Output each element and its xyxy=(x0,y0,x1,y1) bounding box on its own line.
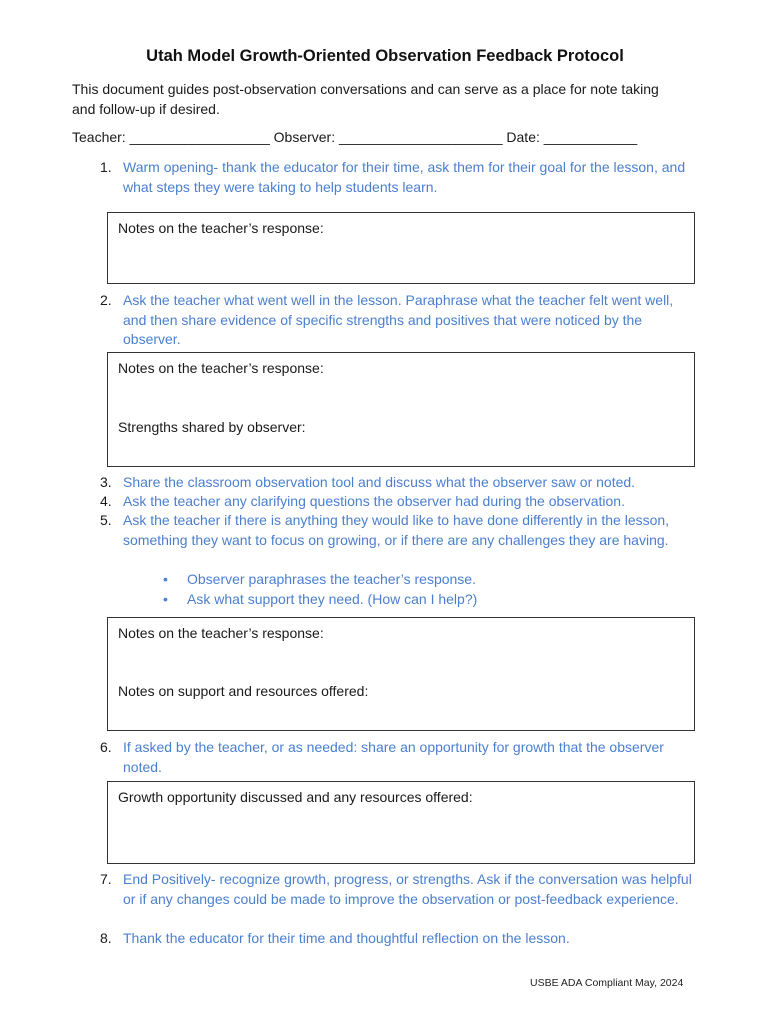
step-text: Thank the educator for their time and thoughtful reflection on the lesson. xyxy=(123,930,570,946)
step-number: 7. xyxy=(100,871,112,887)
step-text: Ask the teacher any clarifying questions the observer had during the observation. xyxy=(123,493,625,509)
step-3 xyxy=(100,473,700,493)
step-text: Share the classroom observation tool and discuss what the observer saw or noted. xyxy=(123,474,636,490)
date-field[interactable]: ____________ xyxy=(543,129,638,145)
header-fields xyxy=(72,129,692,145)
bullet-icon: • xyxy=(163,571,168,587)
step-2 xyxy=(100,291,700,350)
step-text: End Positively- recognize growth, progress, or strengths. Ask if the conversation was helpful or if any changes could be made to improve the observation or post-feedback experience. xyxy=(123,871,692,907)
step-text: Warm opening- thank the educator for their time, ask them for their goal for the lesson, and what steps they were taking to help students learn. xyxy=(123,159,686,195)
date-label: Date: xyxy=(506,129,540,145)
observer-field[interactable]: _____________________ xyxy=(339,129,503,145)
bullet-icon: • xyxy=(163,591,168,607)
step-number: 5. xyxy=(100,512,112,528)
growth-label: Growth opportunity discussed and any resources offered: xyxy=(118,789,473,805)
step-number: 6. xyxy=(100,739,112,755)
step-8 xyxy=(100,929,700,949)
step-text: Ask the teacher what went well in the lesson. Paraphrase what the teacher felt went well, and then share evidence of specific strengths and positives that were noticed by the observer. xyxy=(123,292,674,347)
step-number: 4. xyxy=(100,493,112,509)
document-title: Utah Model Growth-Oriented Observation Feedback Protocol xyxy=(146,47,624,65)
step-7 xyxy=(100,870,700,909)
notes-box-1[interactable] xyxy=(107,212,695,284)
notes-box-2[interactable] xyxy=(107,352,695,467)
support-label: Notes on support and resources offered: xyxy=(118,683,369,699)
teacher-label: Teacher: xyxy=(72,129,126,145)
step-number: 2. xyxy=(100,292,112,308)
notes-box-4[interactable] xyxy=(107,781,695,864)
strengths-label: Strengths shared by observer: xyxy=(118,419,306,435)
intro-text: This document guides post-observation conversations and can serve as a place for note taking and follow-up if desired. xyxy=(72,81,659,117)
footer-text: USBE ADA Compliant May, 2024 xyxy=(530,977,684,989)
step-1 xyxy=(100,158,700,197)
step-number: 8. xyxy=(100,930,112,946)
step-4 xyxy=(100,492,700,512)
notes-box-3[interactable] xyxy=(107,617,695,731)
step-number: 3. xyxy=(100,474,112,490)
bullet-text: Ask what support they need. (How can I help?) xyxy=(187,591,478,607)
step-5 xyxy=(100,511,700,550)
step-text: If asked by the teacher, or as needed: share an opportunity for growth that the observer noted. xyxy=(123,739,664,775)
teacher-field[interactable]: __________________ xyxy=(129,129,270,145)
step-6 xyxy=(100,738,700,777)
step-text: Ask the teacher if there is anything they would like to have done differently in the lesson, something they want to focus on growing, or if there are any challenges they are having. xyxy=(123,512,670,548)
notes-label: Notes on the teacher’s response: xyxy=(118,360,324,376)
observer-label: Observer: xyxy=(273,129,336,145)
notes-label: Notes on the teacher’s response: xyxy=(118,220,324,236)
step-number: 1. xyxy=(100,159,112,175)
bullet-text: Observer paraphrases the teacher’s response. xyxy=(187,571,476,587)
notes-label: Notes on the teacher’s response: xyxy=(118,625,324,641)
